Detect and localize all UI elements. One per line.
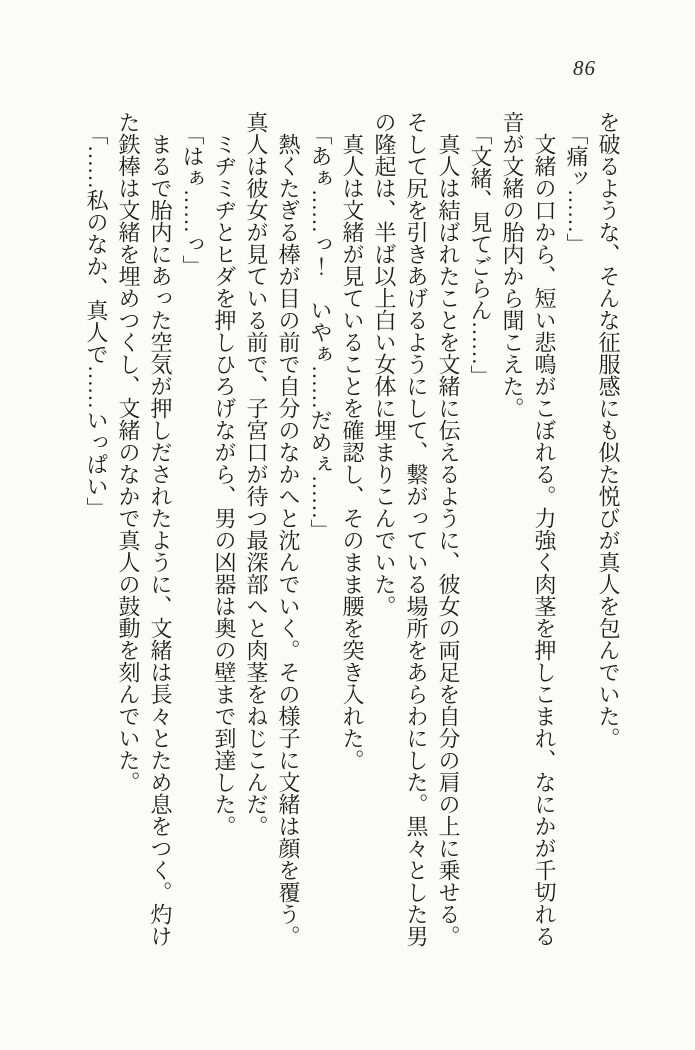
- paragraph: 真人は文緒が見ていることを確認し、そのまま腰を突き入れた。: [340, 133, 365, 771]
- paragraph: ミヂミヂとヒダを押しひろげながら、男の凶器は奥の壁まで到達した。: [212, 133, 237, 837]
- paragraph: 文緒の口から、短い悲鳴がこぼれる。力強く肉茎を押しこまれ、なにかが千切れる音が文緒の胎内から聞こえた。: [500, 111, 557, 947]
- paragraph: 真人は結ばれたことを文緒に伝えるように、彼女の両足を自分の肩の上に乗せる。そして尻を引きあげるようにして、繋がっている場所をあらわにした。黒々とした男の隆起は、半ば以上白い女体に埋まりこんでいた。: [372, 111, 461, 947]
- paragraph: を破るような、そんな征服感にも似た悦びが真人を包んでいた。: [596, 111, 621, 749]
- text-block: [80, 111, 624, 955]
- paragraph: 「痛ッ……」: [564, 123, 589, 256]
- paragraph: 「はぁ……っ」: [180, 123, 205, 278]
- paragraph: 「……私のなか、真人で……いっぱい」: [84, 123, 109, 520]
- paragraph: まるで胎内にあった空気が押しだされたように、文緒は長々とため息をつく。灼けた鉄棒は文緒を埋めつくし、文緒のなかで真人の鼓動を刻んでいた。: [116, 111, 173, 947]
- paragraph: 熱くたぎる棒が目の前で自分のなかへと沈んでいく。その様子に文緒は顔を覆う。真人は彼女が見ている前で、子宮口が待つ最深部へと肉茎をねじこんだ。: [244, 111, 301, 947]
- page-number: 86: [573, 56, 596, 80]
- paragraph: 「あぁ……っ！ いやぁ……だめぇ……」: [308, 123, 333, 542]
- paragraph: 「文緒、見てごらん……」: [468, 123, 493, 388]
